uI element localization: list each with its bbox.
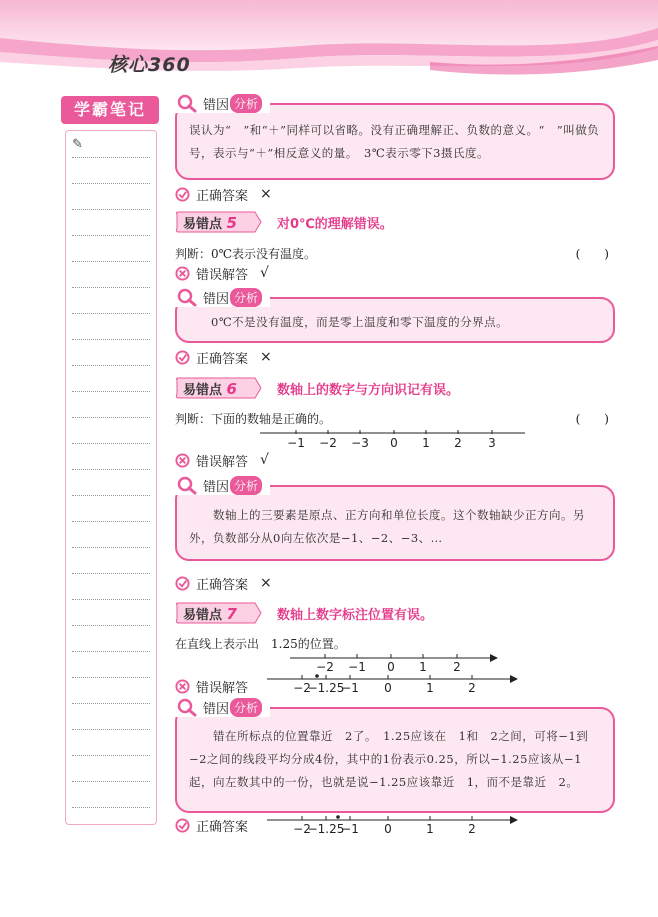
axis-label: −3 (351, 436, 369, 450)
axis-label: −2 (293, 822, 311, 836)
axis-label: 0 (384, 822, 392, 836)
correct-answer-mark: × (260, 575, 272, 591)
analysis-label-text: 错因 (203, 97, 230, 113)
correct-answer-mark: × (260, 186, 272, 202)
correct-answer-4 (175, 184, 272, 204)
analysis-text: 0℃不是没有温度，而是零上温度和零下温度的分界点。 (211, 315, 509, 329)
point-header-7 (175, 600, 433, 626)
point-badge-5 (175, 210, 263, 234)
note-line (72, 495, 150, 496)
note-line (72, 651, 150, 652)
note-line (72, 677, 150, 678)
point-header-5 (175, 209, 393, 235)
cross-circle-icon (175, 679, 190, 694)
note-line (72, 469, 150, 470)
axis-label: −2 (293, 681, 311, 695)
axis-label: 1 (422, 436, 430, 450)
magnifier-icon (175, 697, 201, 717)
question-text: 判断：0℃表示没有温度。 (175, 247, 317, 261)
axis-label: −1 (287, 436, 305, 450)
question-text: 判断：下面的数轴是正确的。 (175, 412, 332, 426)
axis-label: 0 (387, 660, 395, 674)
correct-answer-7 (175, 815, 248, 835)
arrow-head (510, 816, 518, 824)
wrong-answer-7 (175, 676, 248, 696)
axis-label: 1 (419, 660, 427, 674)
notes-area[interactable] (65, 130, 157, 825)
analysis-label-text: 错因 (203, 291, 230, 307)
note-line (72, 573, 150, 574)
axis-label: 2 (453, 660, 461, 674)
note-line (72, 209, 150, 210)
point-prefix: 易错点 (183, 217, 223, 232)
note-line (72, 807, 150, 808)
check-circle-icon (175, 350, 190, 365)
pencil-icon: ✎ (72, 137, 83, 152)
header-banner (0, 0, 658, 95)
point-number: 5 (226, 214, 237, 232)
point-badge-6 (175, 376, 263, 400)
axis-label: −1.25 (307, 822, 345, 836)
axis-label: −1 (341, 681, 359, 695)
analysis-text: 错在所标点的位置靠近 2了。 1.25应该在 1和 2之间，可将−1到−2之间的线段平均分成4份，其中的1份表示0.25，所以−1.25应该从−1起，向左数其中的一份，也就是说−1.25应该靠近 1，而不是靠近 2。 (189, 729, 589, 789)
question-5 (175, 245, 615, 262)
analysis-card-4 (175, 103, 615, 180)
point-prefix: 易错点 (183, 608, 223, 623)
wrong-answer-6 (175, 450, 269, 470)
arrow-head (510, 675, 518, 683)
point-title: 对0℃的理解错误。 (277, 216, 393, 232)
point-title: 数轴上的数字与方向识记有误。 (277, 382, 460, 398)
number-line-6 (250, 426, 540, 452)
axis-label: −1 (341, 822, 359, 836)
axis-label: 1 (426, 681, 434, 695)
check-circle-icon (175, 187, 190, 202)
arrow-head (490, 654, 498, 662)
header-wave-graphic (0, 0, 658, 95)
note-line (72, 729, 150, 730)
marked-point (336, 815, 340, 819)
answer-blank[interactable]: ( ) (575, 412, 609, 426)
point-title: 数轴上数字标注位置有误。 (277, 607, 434, 623)
point-prefix: 易错点 (183, 383, 223, 398)
note-line (72, 339, 150, 340)
note-line (72, 443, 150, 444)
axis-label: −1.25 (307, 681, 345, 695)
analysis-label (175, 697, 270, 717)
note-line (72, 417, 150, 418)
note-line (72, 287, 150, 288)
number-line-7b (262, 671, 522, 697)
correct-answer-mark: × (260, 349, 272, 365)
axis-label: 3 (488, 436, 496, 450)
axis-label: −2 (316, 660, 334, 674)
note-line (72, 183, 150, 184)
axis-label: −1 (348, 660, 366, 674)
note-line (72, 521, 150, 522)
notes-sidebar (57, 90, 165, 832)
note-line (72, 313, 150, 314)
correct-answer-label: 正确答案 (196, 188, 249, 204)
note-line (72, 547, 150, 548)
note-line (72, 703, 150, 704)
analysis-text: 数轴上的三要素是原点、正方向和单位长度。这个数轴缺少正方向。另外，负数部分从0向左依次是−1、−2、−3、… (189, 508, 585, 545)
brand-logo-text: 核心360 (108, 54, 191, 76)
analysis-label (175, 475, 270, 495)
analysis-label-highlight: 分析 (230, 288, 262, 307)
sidebar-title: 学霸笔记 (61, 96, 159, 124)
magnifier-icon (175, 287, 201, 307)
axis-label: 2 (454, 436, 462, 450)
analysis-label-text: 错因 (203, 479, 230, 495)
magnifier-icon (175, 475, 201, 495)
wrong-answer-5 (175, 263, 269, 283)
analysis-label-text: 错因 (203, 701, 230, 717)
analysis-label (175, 287, 270, 307)
point-header-6 (175, 375, 459, 401)
correct-answer-label: 正确答案 (196, 819, 249, 835)
note-line (72, 235, 150, 236)
wrong-answer-mark: √ (260, 452, 269, 468)
wrong-answer-label: 错误解答 (196, 454, 249, 470)
correct-answer-5 (175, 347, 272, 367)
axis-label: −2 (319, 436, 337, 450)
check-circle-icon (175, 576, 190, 591)
note-line (72, 157, 150, 158)
check-circle-icon (175, 818, 190, 833)
note-line (72, 391, 150, 392)
cross-circle-icon (175, 266, 190, 281)
axis-label: 1 (426, 822, 434, 836)
point-badge-7 (175, 601, 263, 625)
note-line (72, 755, 150, 756)
correct-answer-label: 正确答案 (196, 577, 249, 593)
question-6 (175, 410, 615, 427)
point-number: 6 (226, 380, 237, 398)
note-line (72, 261, 150, 262)
axis-label: 0 (390, 436, 398, 450)
note-line (72, 625, 150, 626)
note-line (72, 781, 150, 782)
wrong-answer-label: 错误解答 (196, 680, 249, 696)
analysis-label-highlight: 分析 (230, 476, 262, 495)
note-line (72, 365, 150, 366)
cross-circle-icon (175, 453, 190, 468)
magnifier-icon (175, 93, 201, 113)
analysis-label-highlight: 分析 (230, 94, 262, 113)
question-text: 在直线上表示出 1.25的位置。 (175, 637, 346, 651)
number-line-7c (262, 812, 522, 838)
analysis-card-7 (175, 707, 615, 813)
correct-answer-label: 正确答案 (196, 351, 249, 367)
wrong-answer-mark: √ (260, 265, 269, 281)
answer-blank[interactable]: ( ) (575, 247, 609, 261)
correct-answer-6 (175, 573, 272, 593)
axis-label: 2 (468, 681, 476, 695)
note-line (72, 599, 150, 600)
point-number: 7 (226, 605, 237, 623)
analysis-text: 误认为“ ”和“＋”同样可以省略。没有正确理解正、负数的意义。“ ”叫做负号，表示与“＋”相反意义的量。 3℃表示零下3摄氏度。 (189, 123, 600, 160)
analysis-label (175, 93, 270, 113)
analysis-label-highlight: 分析 (230, 698, 262, 717)
wrong-answer-label: 错误解答 (196, 267, 249, 283)
marked-point (315, 674, 319, 678)
axis-label: 0 (384, 681, 392, 695)
axis-label: 2 (468, 822, 476, 836)
analysis-card-6 (175, 485, 615, 561)
